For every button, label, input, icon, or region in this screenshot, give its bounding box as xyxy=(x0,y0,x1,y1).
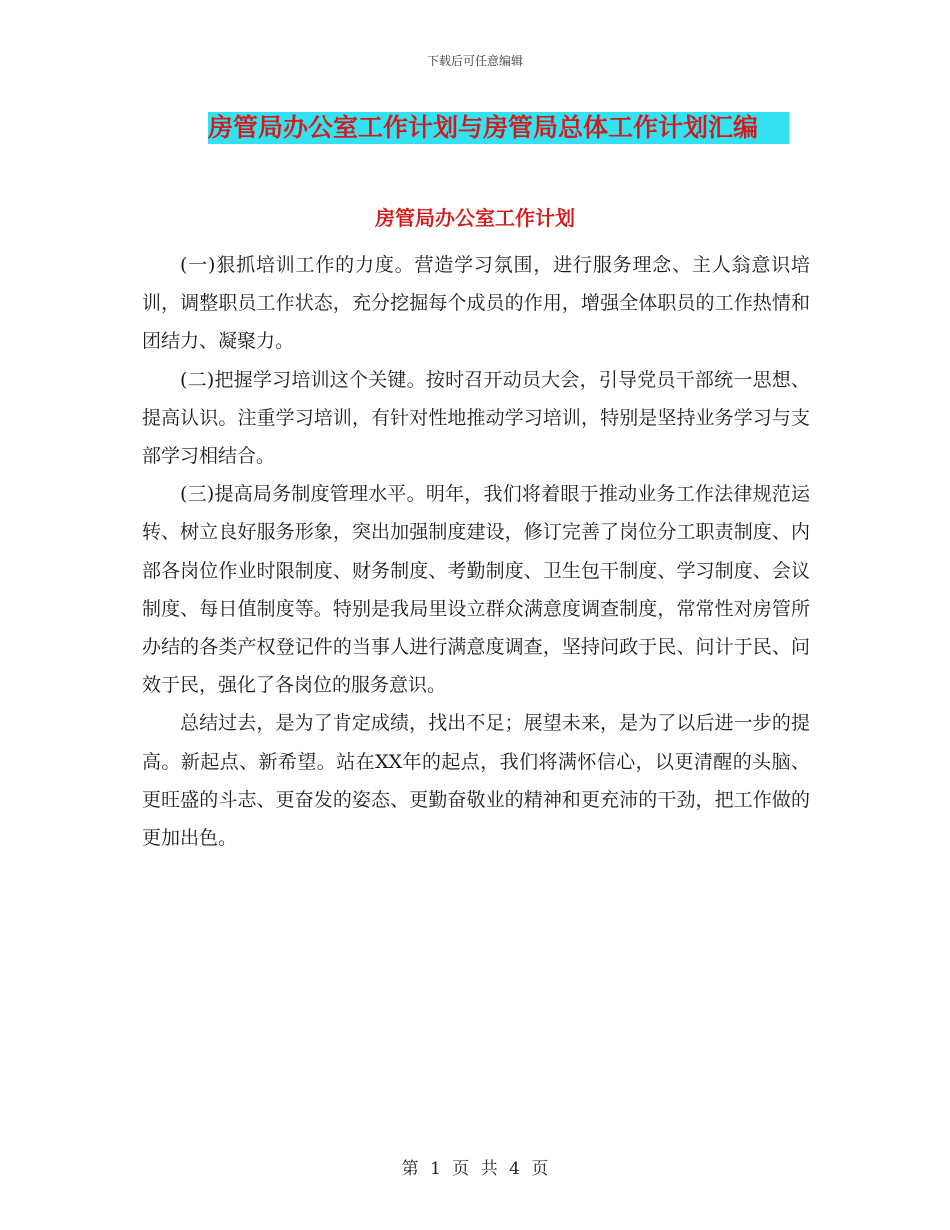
paragraph-4: 总结过去，是为了肯定成绩，找出不足；展望未来，是为了以后进一步的提高。新起点、新希望。站在XX年的起点，我们将满怀信心，以更清醒的头脑、更旺盛的斗志、更奋发的姿态、更勤奋敬业的精神和更充沛的干劲，把工作做的更加出色。 xyxy=(142,712,810,850)
paragraph-3: (三)提高局务制度管理水平。明年，我们将着眼于推动业务工作法律规范运转、树立良好服务形象，突出加强制度建设，修订完善了岗位分工职责制度、内部各岗位作业时限制度、财务制度、考勤制度、卫生包干制度、学习制度、会议制度、每日值制度等。特别是我局里设立群众满意度调查制度，常常性对房管所办结的各类产权登记件的当事人进行满意度调查，坚持问政于民、问计于民、问效于民，强化了各岗位的服务意识。 xyxy=(142,483,810,697)
body-text xyxy=(142,246,810,857)
document-title: 房管局办公室工作计划与房管局总体工作计划汇编 xyxy=(208,112,789,144)
header-note: 下载后可任意编辑 xyxy=(426,54,523,68)
paragraph-1: (一)狠抓培训工作的力度。营造学习氛围，进行服务理念、主人翁意识培训，调整职员工作状态，充分挖掘每个成员的作用，增强全体职员的工作热情和团结力、凝聚力。 xyxy=(142,254,810,353)
paragraph-2: (二)把握学习培训这个关键。按时召开动员大会，引导党员干部统一思想、提高认识。注重学习培训，有针对性地推动学习培训，特别是坚持业务学习与支部学习相结合。 xyxy=(142,368,810,468)
section-title: 房管局办公室工作计划 xyxy=(375,206,575,230)
page-footer: 第 1 页 共 4 页 xyxy=(401,1159,549,1179)
